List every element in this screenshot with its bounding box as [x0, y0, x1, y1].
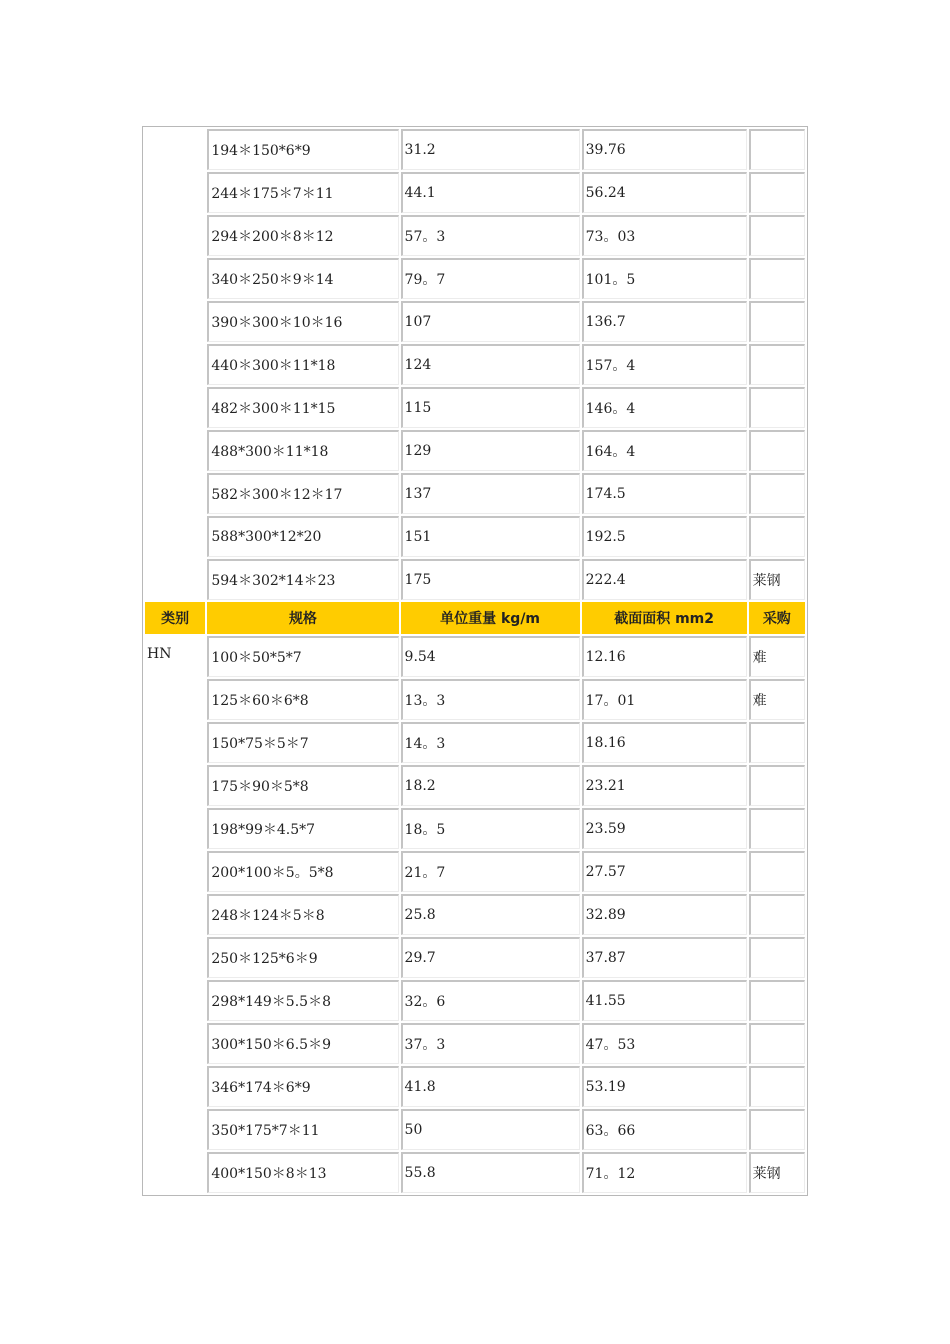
table-row	[145, 636, 805, 677]
area-cell: 32.89	[582, 894, 747, 935]
area-cell: 37.87	[582, 937, 747, 978]
area-cell: 12.16	[582, 636, 747, 677]
header-spec: 规格	[207, 602, 398, 634]
table-row	[145, 679, 805, 720]
purchase-cell	[749, 980, 805, 1021]
table-row	[145, 301, 805, 342]
weight-cell: 13。3	[401, 679, 580, 720]
purchase-cell	[749, 387, 805, 428]
area-cell: 39.76	[582, 129, 747, 170]
purchase-cell	[749, 430, 805, 471]
weight-cell: 14。3	[401, 722, 580, 763]
spec-cell: 390＊300＊10＊16	[207, 301, 398, 342]
table-row	[145, 172, 805, 213]
weight-cell: 44.1	[401, 172, 580, 213]
purchase-cell	[749, 344, 805, 385]
weight-cell: 57。3	[401, 215, 580, 256]
purchase-cell	[749, 765, 805, 806]
area-cell: 71。12	[582, 1152, 747, 1193]
weight-cell: 25.8	[401, 894, 580, 935]
table-row	[145, 937, 805, 978]
purchase-cell	[749, 1066, 805, 1107]
table-row	[145, 851, 805, 892]
table-row	[145, 765, 805, 806]
spec-cell: 482＊300＊11*15	[207, 387, 398, 428]
weight-cell: 37。3	[401, 1023, 580, 1064]
spec-cell: 244＊175＊7＊11	[207, 172, 398, 213]
spec-cell: 488*300＊11*18	[207, 430, 398, 471]
spec-cell: 340＊250＊9＊14	[207, 258, 398, 299]
spec-cell: 125＊60＊6*8	[207, 679, 398, 720]
spec-cell: 200*100＊5。5*8	[207, 851, 398, 892]
table-row	[145, 894, 805, 935]
weight-cell: 29.7	[401, 937, 580, 978]
spec-cell: 400*150＊8＊13	[207, 1152, 398, 1193]
spec-cell: 175＊90＊5*8	[207, 765, 398, 806]
header-weight: 单位重量 kg/m	[401, 602, 580, 634]
steel-section-table	[142, 126, 808, 1196]
weight-cell: 79。7	[401, 258, 580, 299]
weight-cell: 41.8	[401, 1066, 580, 1107]
area-cell: 63。66	[582, 1109, 747, 1150]
spec-cell: 350*175*7＊11	[207, 1109, 398, 1150]
weight-cell: 137	[401, 473, 580, 514]
table-row	[145, 808, 805, 849]
weight-cell: 151	[401, 516, 580, 557]
area-cell: 146。4	[582, 387, 747, 428]
purchase-cell	[749, 851, 805, 892]
purchase-cell	[749, 129, 805, 170]
area-cell: 73。03	[582, 215, 747, 256]
spec-cell: 298*149＊5.5＊8	[207, 980, 398, 1021]
area-cell: 136.7	[582, 301, 747, 342]
weight-cell: 129	[401, 430, 580, 471]
category-cell: HN	[147, 646, 172, 662]
table-row	[145, 473, 805, 514]
spec-cell: 294＊200＊8＊12	[207, 215, 398, 256]
header-body	[145, 602, 805, 634]
weight-cell: 124	[401, 344, 580, 385]
table-row	[145, 258, 805, 299]
purchase-cell	[749, 1109, 805, 1150]
area-cell: 56.24	[582, 172, 747, 213]
table-row	[145, 559, 805, 600]
table-row	[145, 387, 805, 428]
purchase-cell	[749, 258, 805, 299]
purchase-cell	[749, 1023, 805, 1064]
table-row	[145, 344, 805, 385]
spec-cell: 440＊300＊11*18	[207, 344, 398, 385]
header-category: 类别	[145, 602, 205, 634]
area-cell: 157。4	[582, 344, 747, 385]
spec-cell: 346*174＊6*9	[207, 1066, 398, 1107]
area-cell: 18.16	[582, 722, 747, 763]
spec-cell: 300*150＊6.5＊9	[207, 1023, 398, 1064]
purchase-cell	[749, 215, 805, 256]
area-cell: 192.5	[582, 516, 747, 557]
area-cell: 174.5	[582, 473, 747, 514]
group-a-body	[145, 129, 805, 600]
weight-cell: 18.2	[401, 765, 580, 806]
spec-cell: 594＊302*14＊23	[207, 559, 398, 600]
weight-cell: 18。5	[401, 808, 580, 849]
spec-cell: 198*99＊4.5*7	[207, 808, 398, 849]
table-row	[145, 980, 805, 1021]
table-row	[145, 1152, 805, 1193]
weight-cell: 175	[401, 559, 580, 600]
table-row	[145, 430, 805, 471]
spec-cell: 100＊50*5*7	[207, 636, 398, 677]
spec-cell: 194＊150*6*9	[207, 129, 398, 170]
weight-cell: 31.2	[401, 129, 580, 170]
purchase-cell	[749, 516, 805, 557]
area-cell: 41.55	[582, 980, 747, 1021]
purchase-cell: 难	[749, 636, 805, 677]
table-row	[145, 1066, 805, 1107]
weight-cell: 55.8	[401, 1152, 580, 1193]
area-cell: 164。4	[582, 430, 747, 471]
purchase-cell	[749, 937, 805, 978]
header-purchase: 采购	[749, 602, 805, 634]
weight-cell: 32。6	[401, 980, 580, 1021]
purchase-cell	[749, 722, 805, 763]
area-cell: 53.19	[582, 1066, 747, 1107]
spec-cell: 582＊300＊12＊17	[207, 473, 398, 514]
weight-cell: 9.54	[401, 636, 580, 677]
weight-cell: 115	[401, 387, 580, 428]
table-row	[145, 129, 805, 170]
purchase-cell	[749, 808, 805, 849]
weight-cell: 107	[401, 301, 580, 342]
purchase-cell: 莱钢	[749, 559, 805, 600]
spec-cell: 248＊124＊5＊8	[207, 894, 398, 935]
area-cell: 101。5	[582, 258, 747, 299]
area-cell: 23.59	[582, 808, 747, 849]
spec-cell: 588*300*12*20	[207, 516, 398, 557]
spec-cell: 150*75＊5＊7	[207, 722, 398, 763]
purchase-cell	[749, 301, 805, 342]
table-row	[145, 1023, 805, 1064]
purchase-cell: 难	[749, 679, 805, 720]
table-row	[145, 1109, 805, 1150]
table-row	[145, 722, 805, 763]
header-area: 截面面积 mm2	[582, 602, 747, 634]
weight-cell: 21。7	[401, 851, 580, 892]
area-cell: 27.57	[582, 851, 747, 892]
area-cell: 47。53	[582, 1023, 747, 1064]
purchase-cell	[749, 473, 805, 514]
area-cell: 17。01	[582, 679, 747, 720]
purchase-cell	[749, 894, 805, 935]
table-header-row	[145, 602, 805, 634]
table-row	[145, 516, 805, 557]
weight-cell: 50	[401, 1109, 580, 1150]
area-cell: 222.4	[582, 559, 747, 600]
table-row	[145, 215, 805, 256]
spec-cell: 250＊125*6＊9	[207, 937, 398, 978]
area-cell: 23.21	[582, 765, 747, 806]
category-cell	[145, 129, 205, 600]
group-b-body	[145, 636, 805, 1193]
purchase-cell: 莱钢	[749, 1152, 805, 1193]
purchase-cell	[749, 172, 805, 213]
